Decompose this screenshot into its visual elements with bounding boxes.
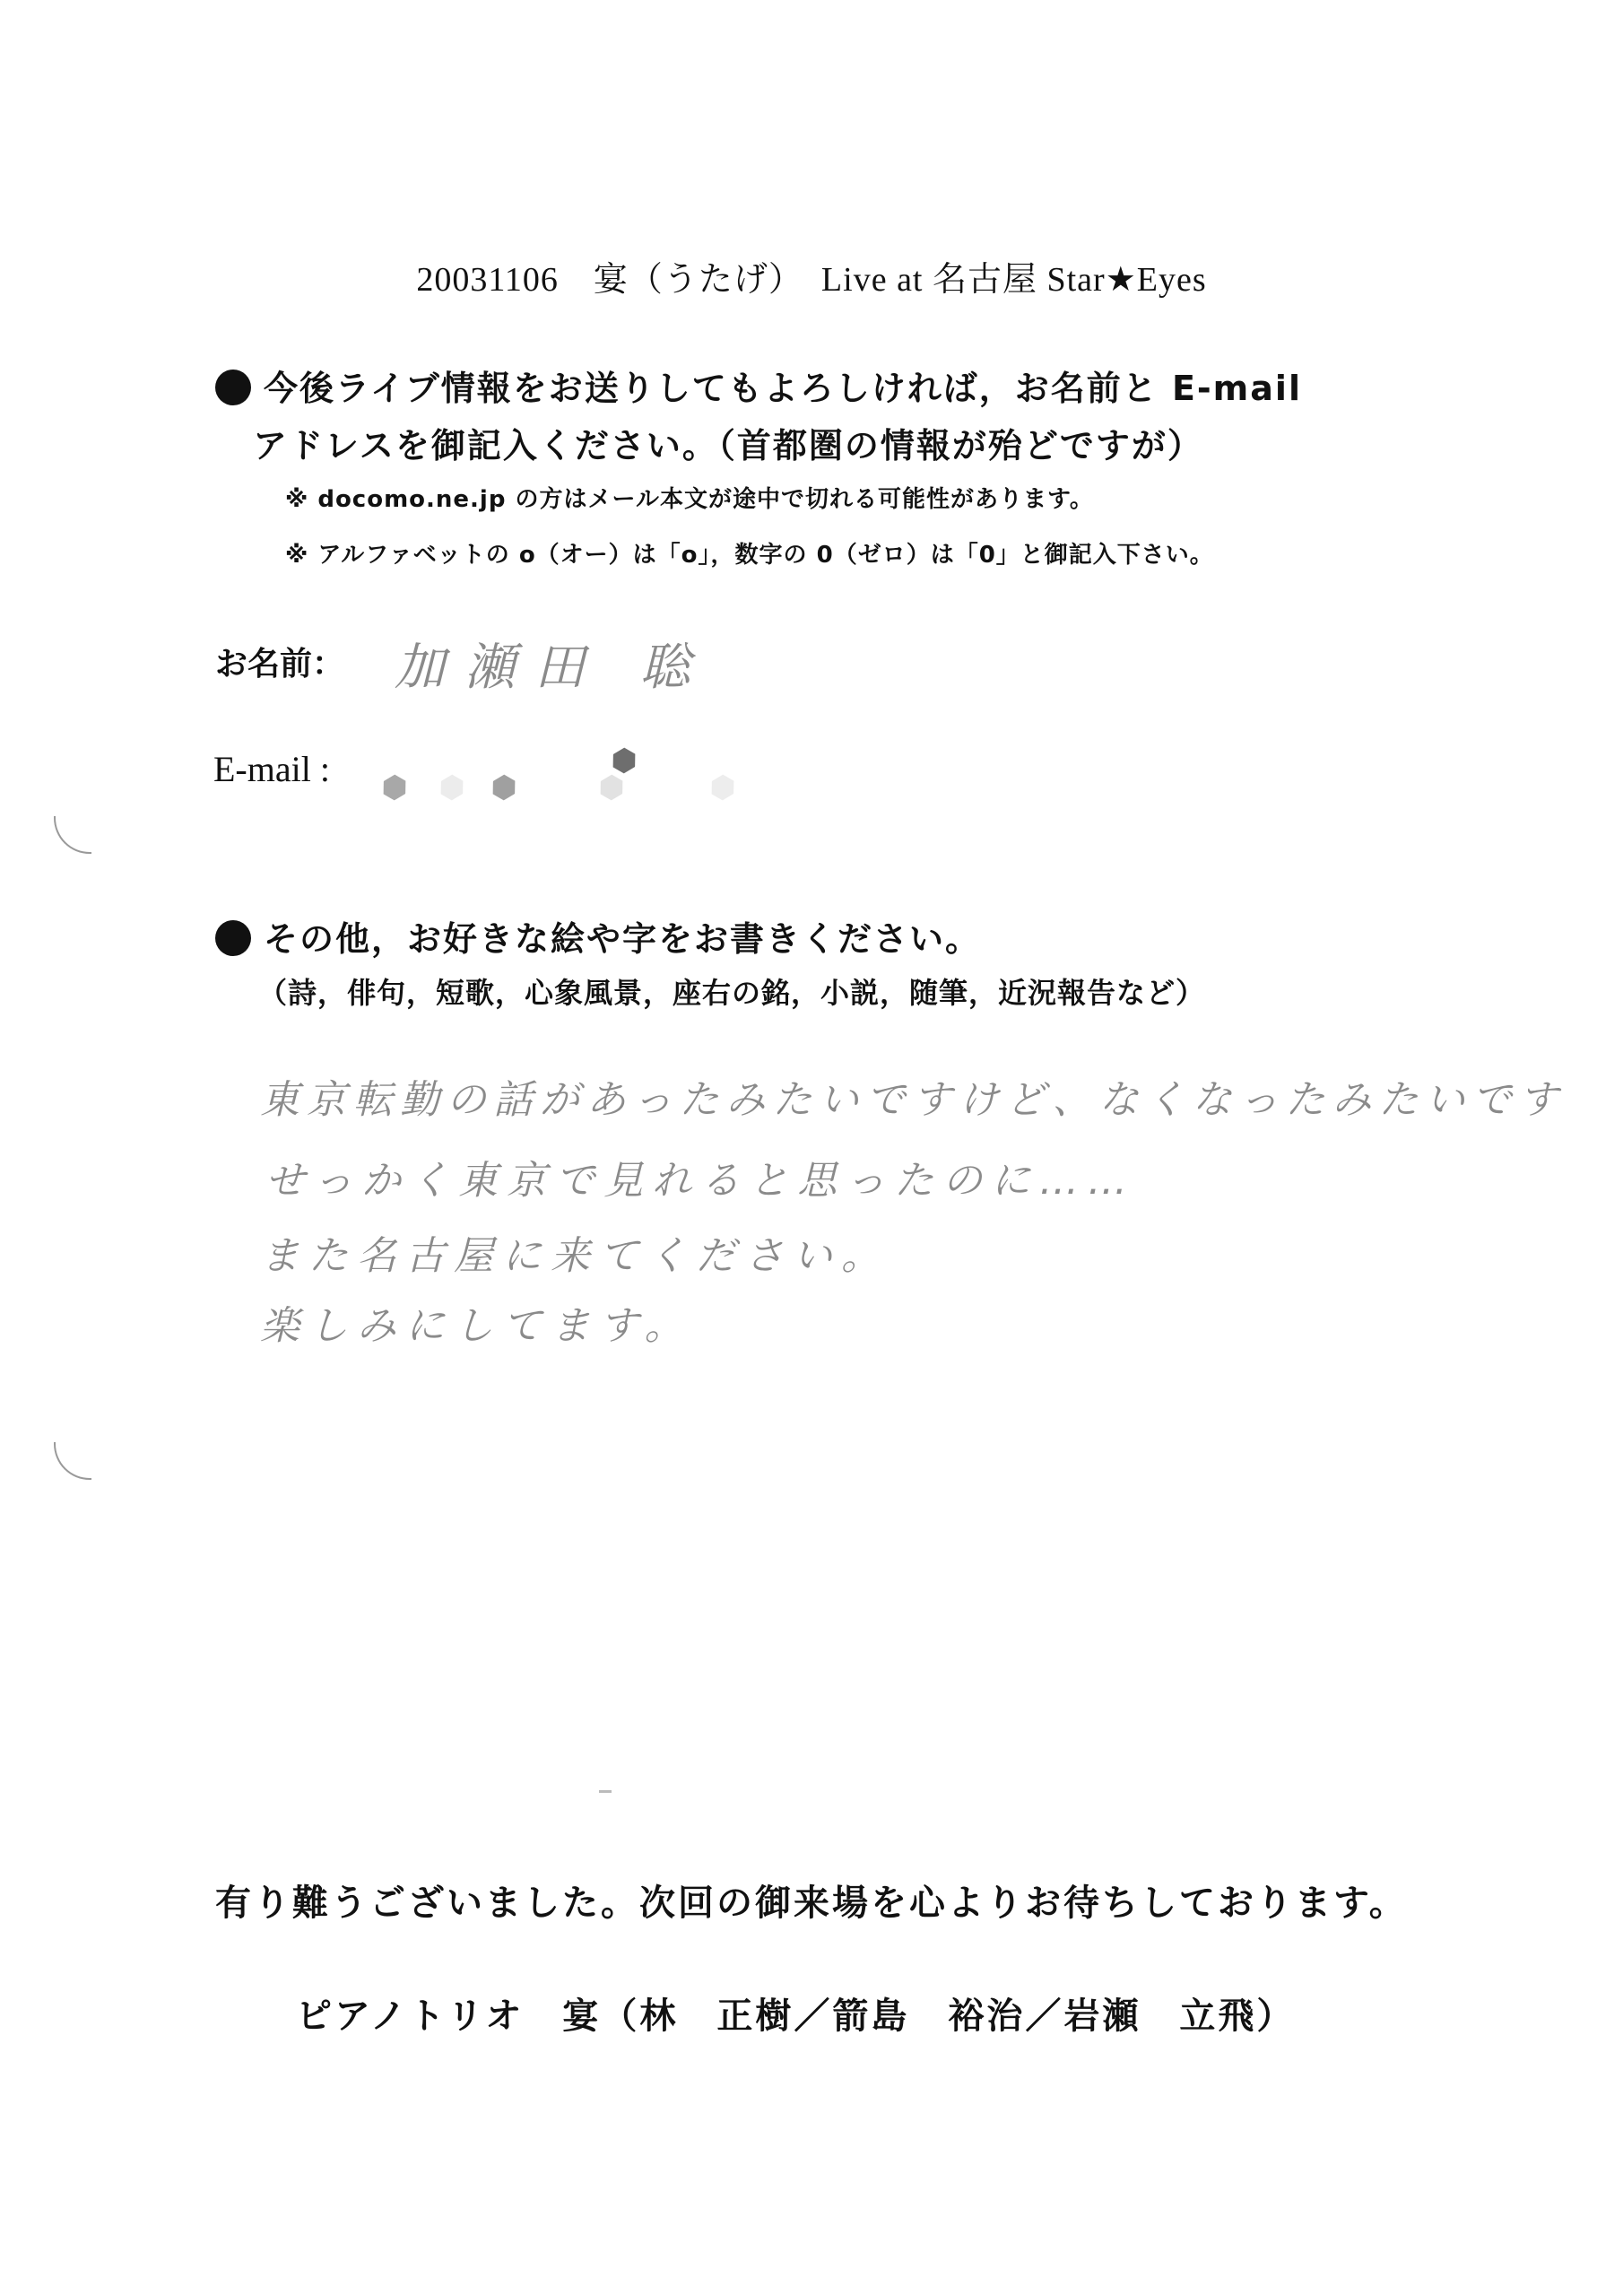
page-title: 20031106 宴（うたげ） Live at 名古屋 Star★Eyes	[416, 261, 1207, 299]
bullet-icon	[215, 370, 251, 405]
name-handwritten: 加瀬田 聡	[395, 639, 710, 697]
punch-mark	[54, 816, 91, 854]
section2-line1: その他，お好きな絵や字をお書きください。	[264, 919, 982, 959]
section1-heading	[215, 361, 1302, 410]
punch-mark	[54, 1442, 91, 1480]
bullet-icon	[215, 920, 251, 956]
section2-heading	[215, 911, 981, 961]
thanks-message: 有り難うございました。次回の御来場を心よりお待ちしております。	[215, 1883, 1408, 1924]
stray-mark	[599, 1790, 612, 1793]
note-docomo: ※ docomo.ne.jp の方はメール本文が途中で切れる可能性があります。	[285, 486, 1094, 513]
message-line-4: 楽しみにしてます。	[260, 1303, 693, 1349]
email-label: E-mail :	[213, 749, 330, 789]
note-alphabet: ※ アルファベットの o（オー）は「o」，数字の 0（ゼロ）は「0」と御記入下さい。	[285, 542, 1214, 569]
message-line-1: 東京転勤の話があったみたいですけど、なくなったみたいです	[260, 1077, 1566, 1123]
section2-line2: （詩，俳句，短歌，心象風景，座右の銘，小説，随筆，近況報告など）	[258, 976, 1206, 1010]
email-redacted	[377, 746, 753, 818]
section1-line1: 今後ライブ情報をお送りしてもよろしければ，お名前と E-mail	[264, 369, 1302, 408]
name-label: お名前：	[215, 646, 345, 683]
band-credit: ピアノトリオ 宴（林 正樹／箭島 裕治／岩瀬 立飛）	[296, 1996, 1296, 2037]
section1-line2: アドレスを御記入ください。（首都圏の情報が殆どですが）	[253, 426, 1203, 465]
message-line-2: せっかく東京で見れると思ったのに……	[265, 1158, 1137, 1204]
message-line-3: また名古屋に来てください。	[260, 1233, 890, 1279]
